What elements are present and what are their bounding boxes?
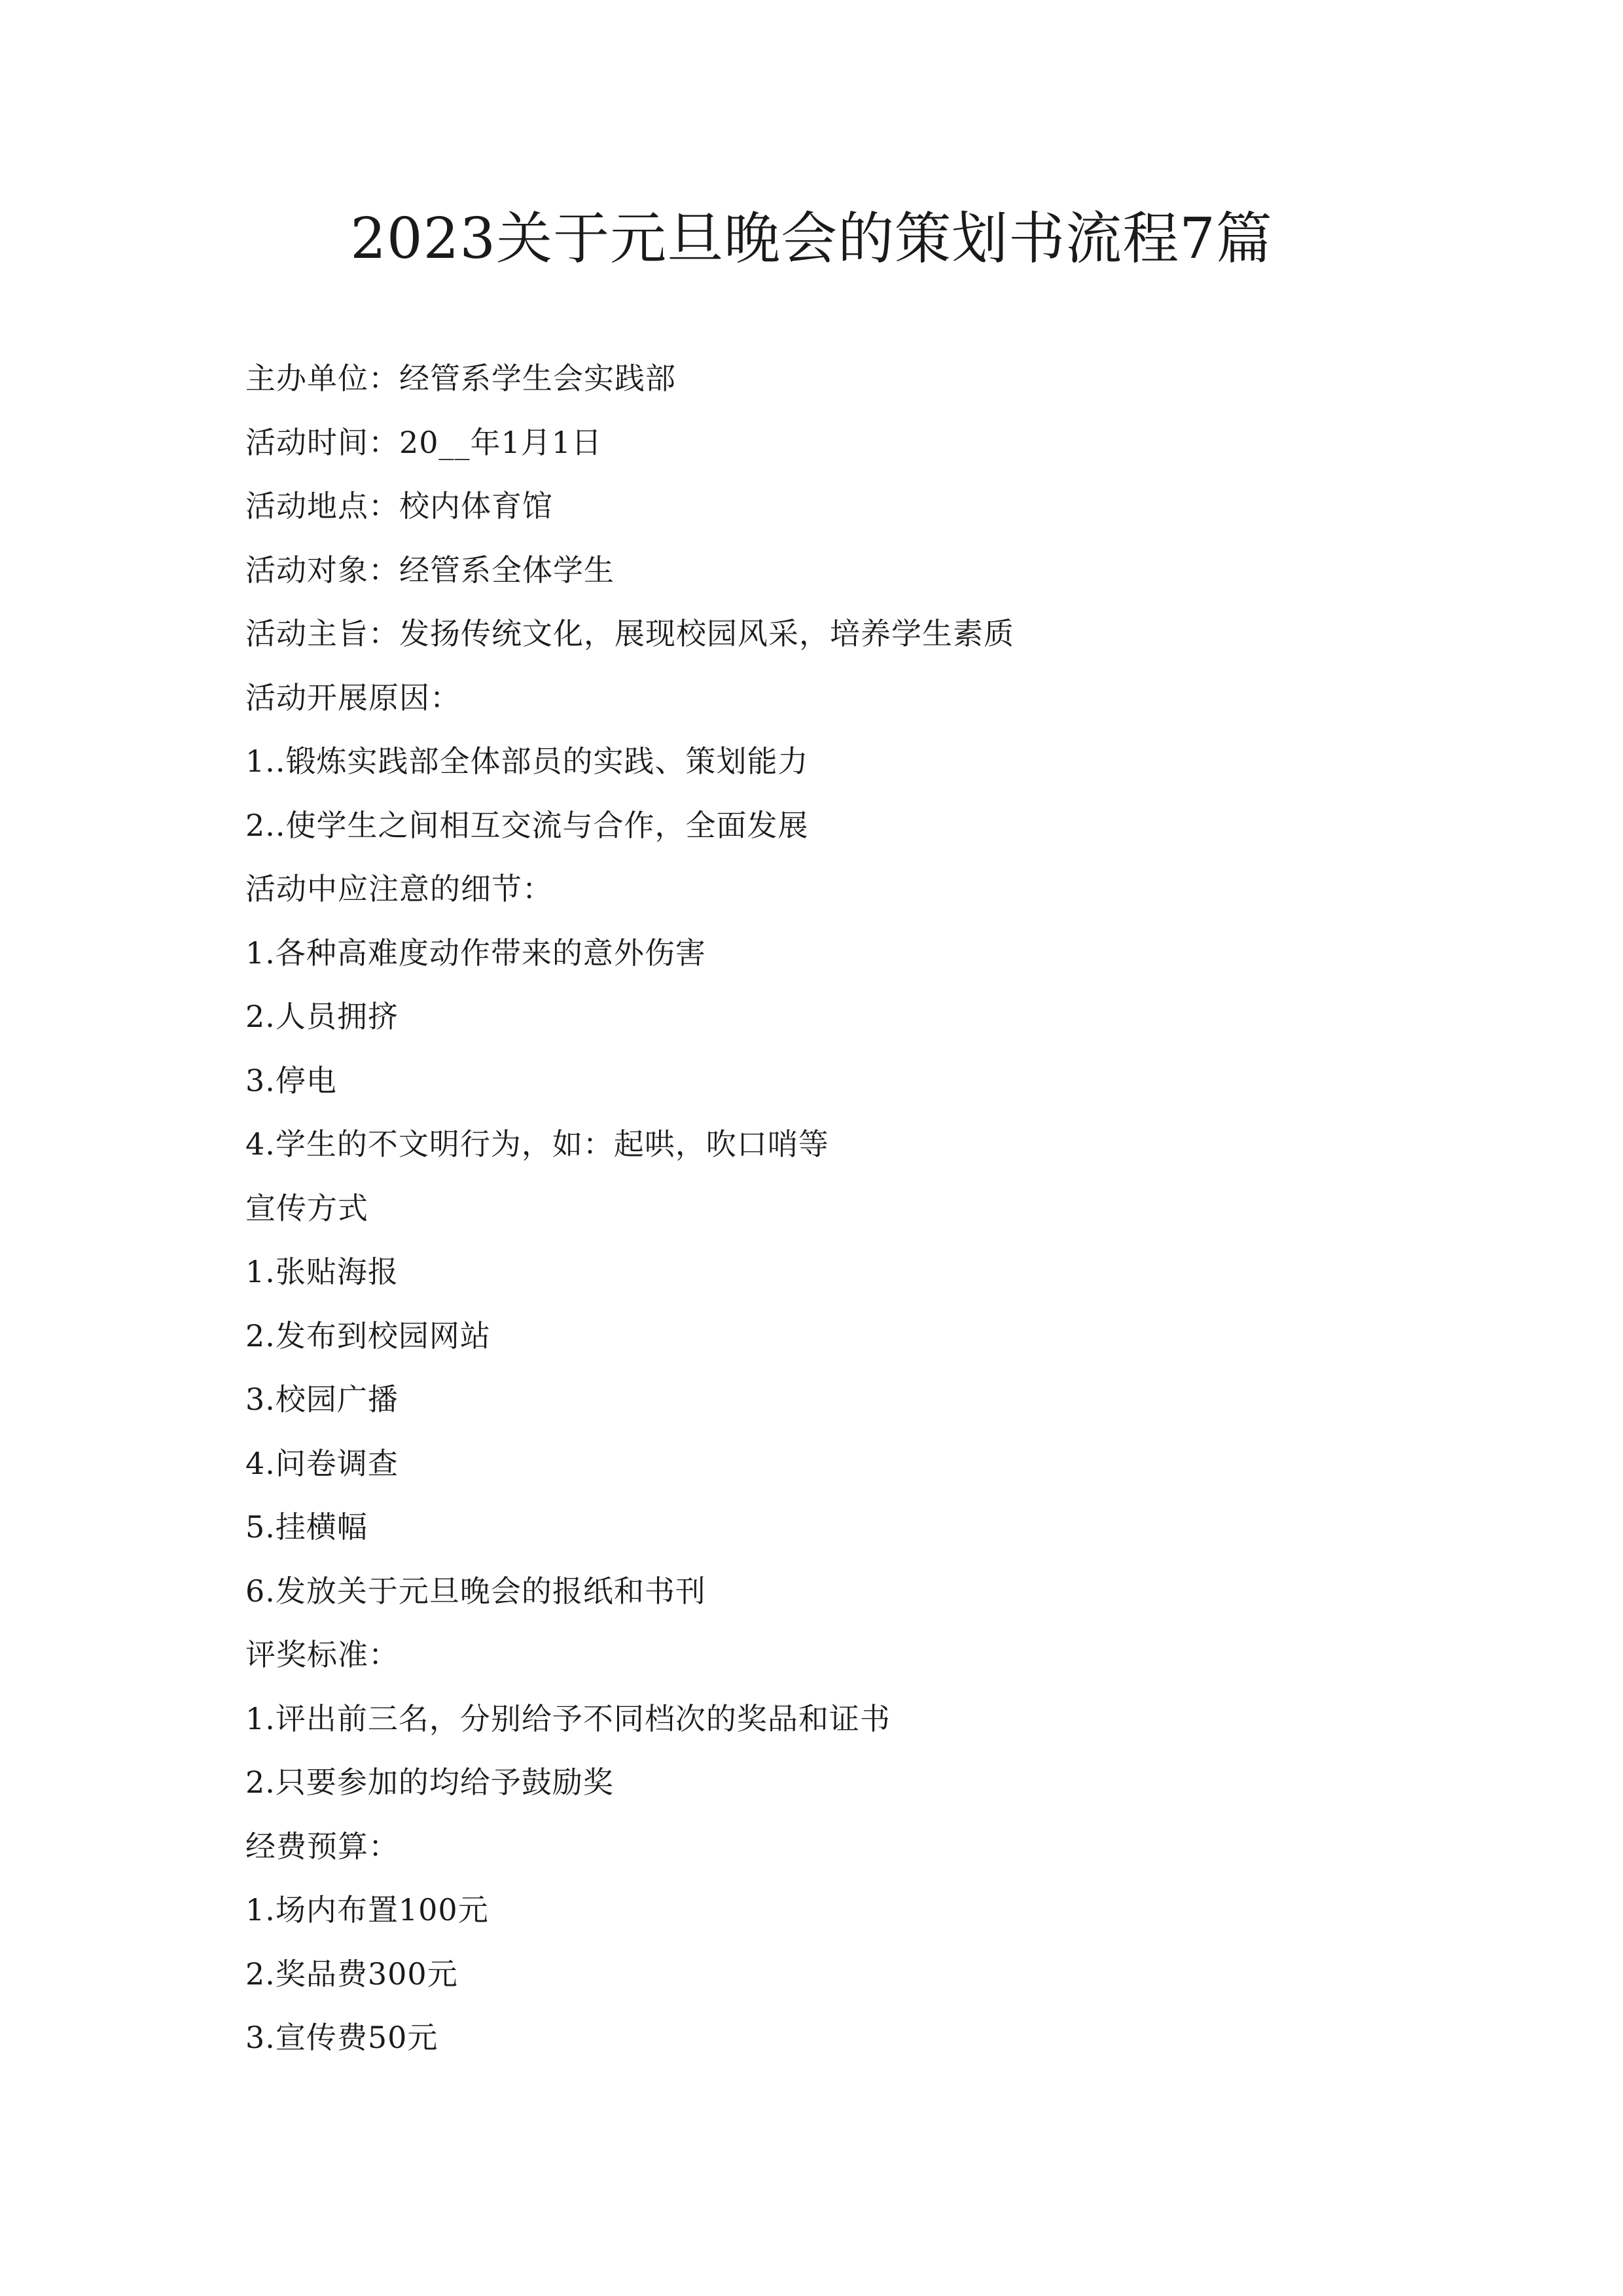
body-line: 5.挂横幅: [245, 1509, 368, 1545]
body-line: 活动对象：经管系全体学生: [245, 552, 615, 588]
body-line: 2.发布到校园网站: [245, 1318, 491, 1354]
body-line: 2.只要参加的均给予鼓励奖: [245, 1765, 614, 1800]
section-heading: 活动中应注意的细节：: [245, 871, 553, 906]
body-line: 主办单位：经管系学生会实践部: [245, 361, 676, 396]
body-line: 1.评出前三名，分别给予不同档次的奖品和证书: [245, 1700, 891, 1736]
document-title: 2023关于元旦晚会的策划书流程7篇: [350, 206, 1273, 272]
body-line: 1.场内布置100元: [245, 1892, 489, 1928]
body-line: 3.宣传费50元: [245, 2020, 438, 2055]
body-line: 3.校园广播: [245, 1382, 399, 1417]
body-line: 1.各种高难度动作带来的意外伤害: [245, 935, 706, 971]
body-line: 3.停电: [245, 1062, 337, 1098]
body-line: 活动主旨：发扬传统文化，展现校园风采，培养学生素质: [245, 616, 1014, 651]
body-line: 活动地点：校内体育馆: [245, 488, 553, 524]
body-line: 活动时间：20__年1月1日: [245, 424, 603, 460]
body-line: 2.奖品费300元: [245, 1956, 458, 1992]
section-heading: 经费预算：: [245, 1828, 399, 1864]
body-line: 4.问卷调查: [245, 1445, 399, 1481]
body-line: 2..使学生之间相互交流与合作，全面发展: [245, 807, 809, 843]
section-heading: 活动开展原因：: [245, 679, 461, 715]
body-line: 2.人员拥挤: [245, 999, 399, 1034]
section-heading: 宣传方式: [245, 1190, 368, 1226]
section-heading: 评奖标准：: [245, 1637, 399, 1672]
body-line: 4.学生的不文明行为，如：起哄，吹口哨等: [245, 1126, 829, 1162]
body-line: 1.张贴海报: [245, 1254, 399, 1289]
body-line: 6.发放关于元旦晚会的报纸和书刊: [245, 1573, 706, 1609]
document-body: [245, 347, 1489, 2070]
body-line: 1..锻炼实践部全体部员的实践、策划能力: [245, 744, 809, 779]
